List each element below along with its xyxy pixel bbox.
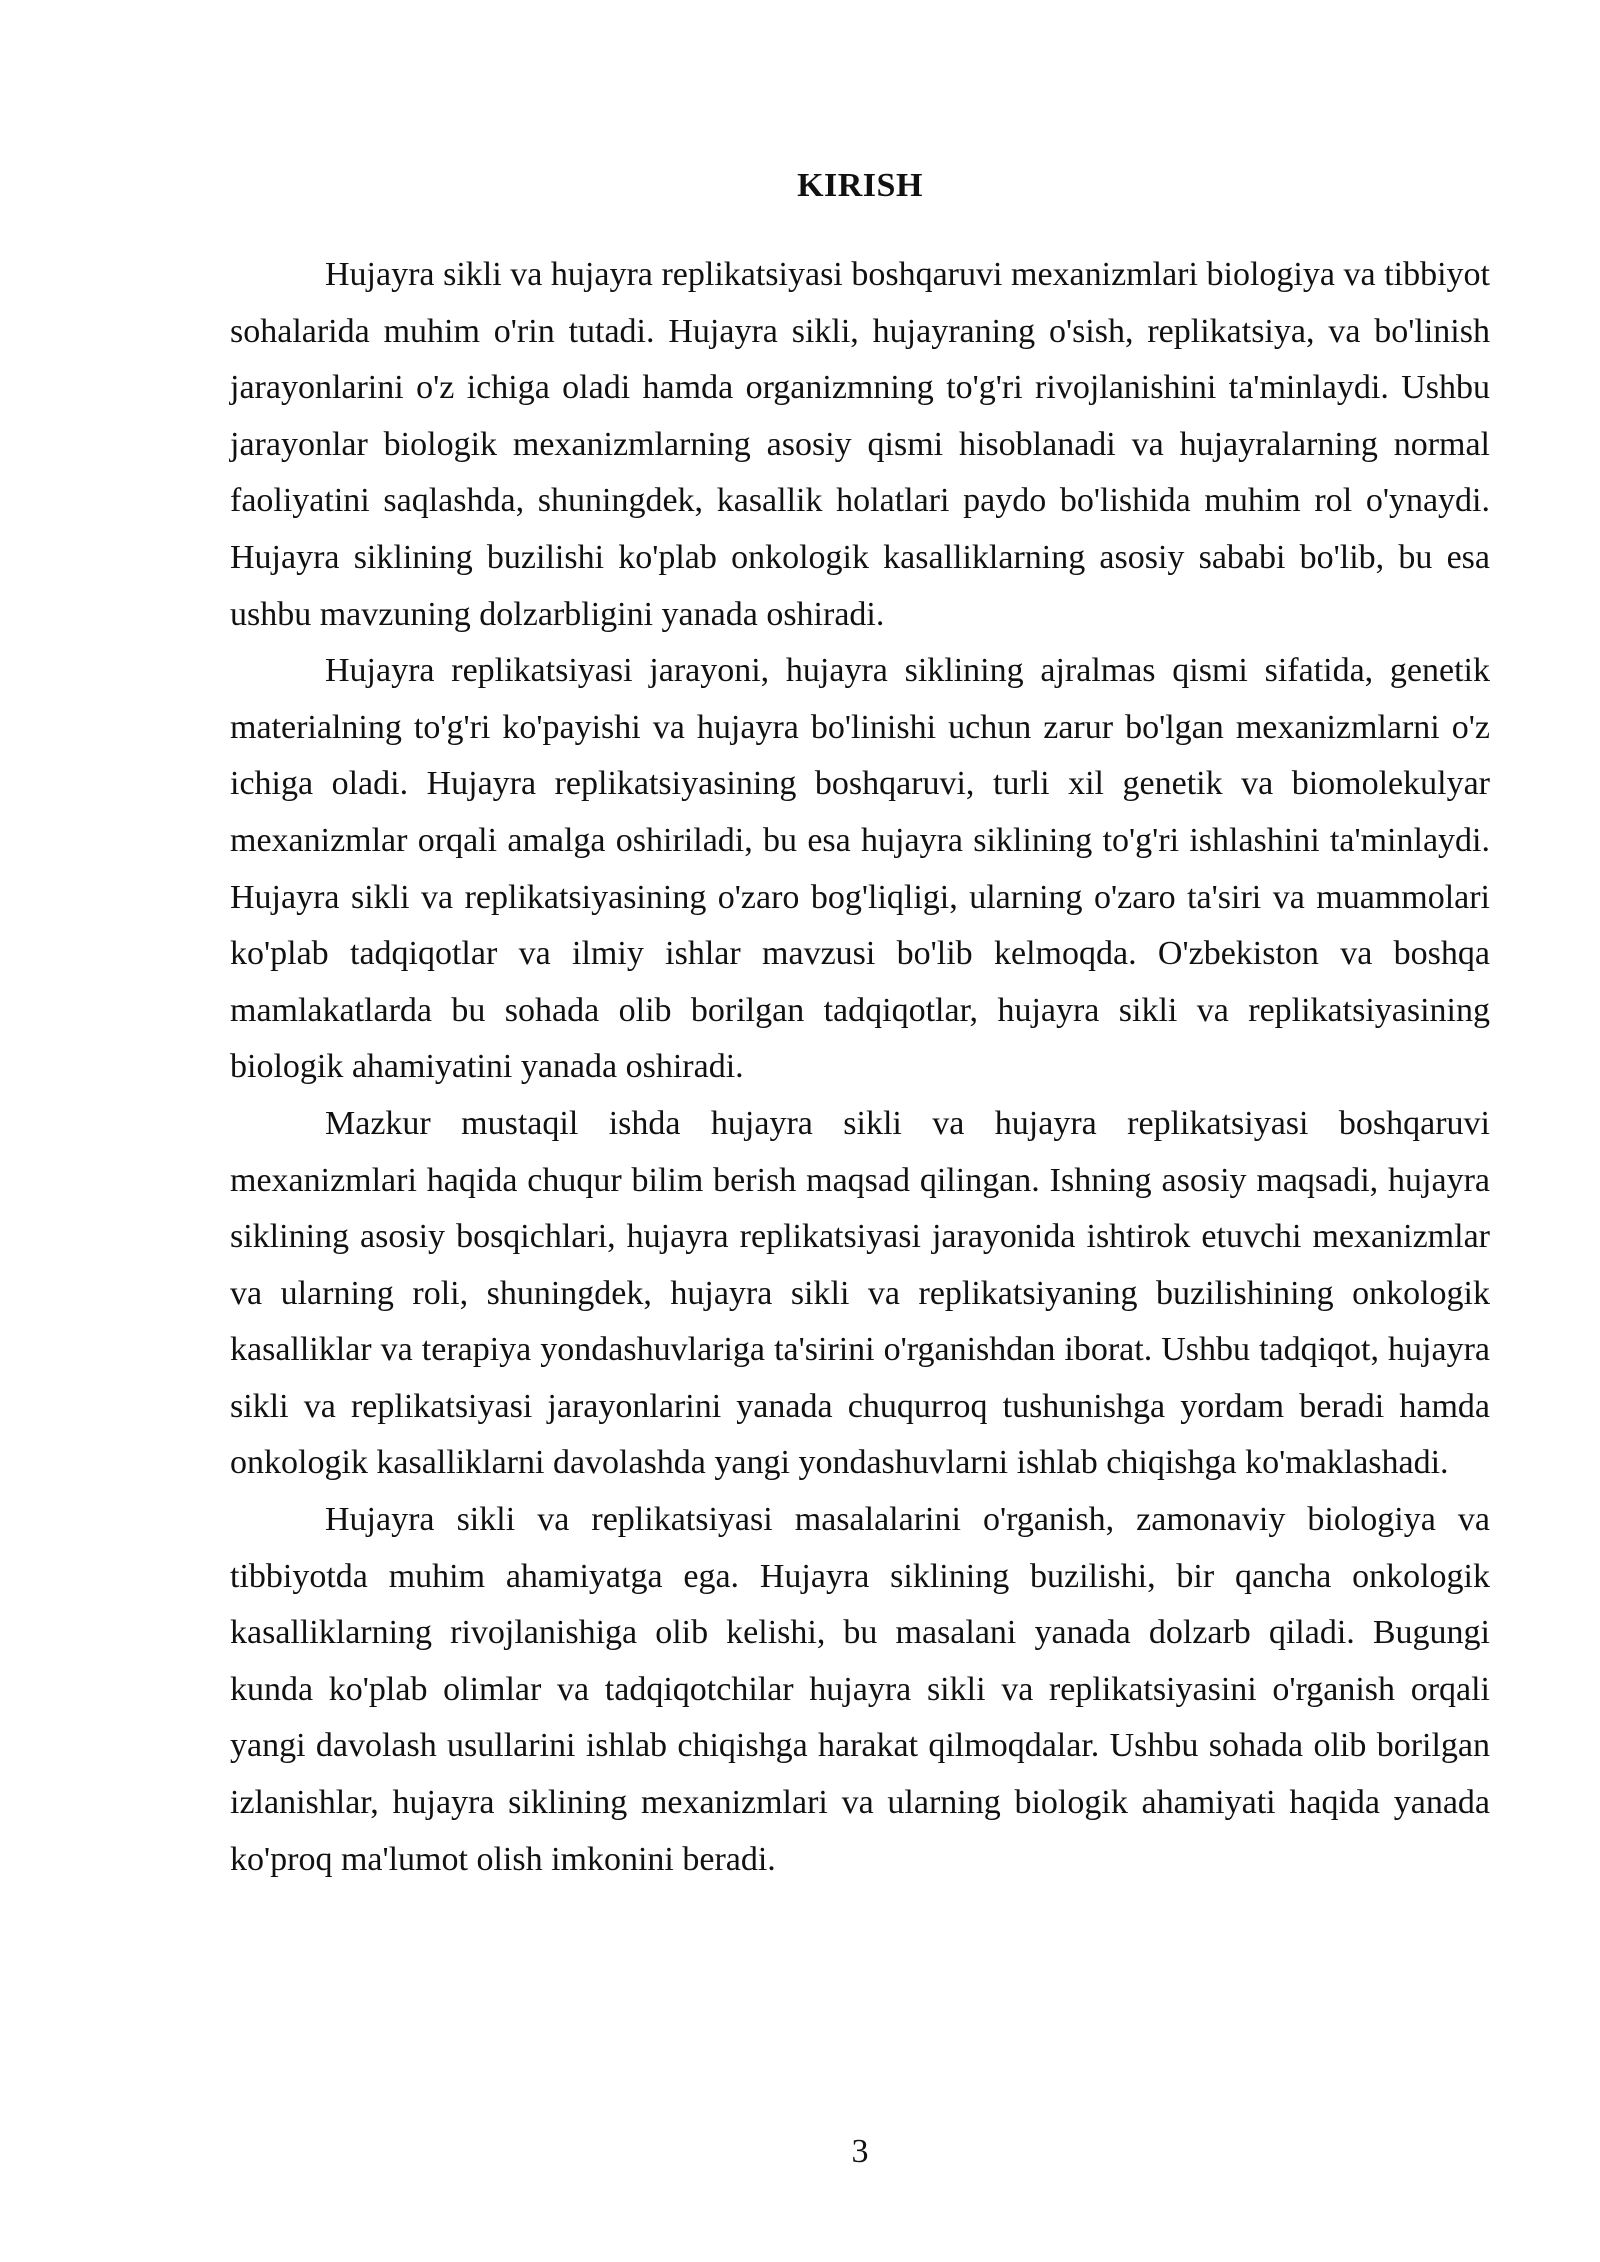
body-text [230,247,1490,1888]
paragraph-1: Hujayra sikli va hujayra replikatsiyasi boshqaruvi mexanizmlari biologiya va tibbiyot sohalarida muhim o'rin tutadi. Hujayra sikli, hujayraning o'sish, replikatsiya, va bo'linish jarayonlarini o'z ichiga oladi hamda organizmning to'g'ri rivojlanishini ta'minlaydi. Ushbu jarayonlar biologik mexanizmlarning asosiy qismi hisoblanadi va hujayralarning normal faoliyatini saqlashda, shuningdek, kasallik holatlari paydo bo'lishida muhim rol o'ynaydi. Hujayra siklining buzilishi ko'plab onkologik kasalliklarning asosiy sababi bo'lib, bu esa ushbu mavzuning dolzarbligini yanada oshiradi. [230,256,1490,633]
paragraph-4: Hujayra sikli va replikatsiyasi masalalarini o'rganish, zamonaviy biologiya va tibbiyotda muhim ahamiyatga ega. Hujayra siklining buzilishi, bir qancha onkologik kasalliklarning rivojlanishiga olib kelishi, bu masalani yanada dolzarb qiladi. Bugungi kunda ko'plab olimlar va tadqiqotchilar hujayra sikli va replikatsiyasini o'rganish orqali yangi davolash usullarini ishlab chiqishga harakat qilmoqdalar. Ushbu sohada olib borilgan izlanishlar, hujayra siklining mexanizmlari va ularning biologik ahamiyati haqida yanada ko'proq ma'lumot olish imkonini beradi. [230,1501,1490,1878]
paragraph-3: Mazkur mustaqil ishda hujayra sikli va hujayra replikatsiyasi boshqaruvi mexanizmlari haqida chuqur bilim berish maqsad qilingan. Ishning asosiy maqsadi, hujayra siklining asosiy bosqichlari, hujayra replikatsiyasi jarayonida ishtirok etuvchi mexanizmlar va ularning roli, shuningdek, hujayra sikli va replikatsiyaning buzilishining onkologik kasalliklar va terapiya yondashuvlariga ta'sirini o'rganishdan iborat. Ushbu tadqiqot, hujayra sikli va replikatsiyasi jarayonlarini yanada chuqurroq tushunishga yordam beradi hamda onkologik kasalliklarni davolashda yangi yondashuvlarni ishlab chiqishga ko'maklashadi. [230,1104,1490,1482]
page-title: KIRISH [797,167,923,204]
paragraph-2: Hujayra replikatsiyasi jarayoni, hujayra siklining ajralmas qismi sifatida, genetik materialning to'g'ri ko'payishi va hujayra bo'linishi uchun zarur bo'lgan mexanizmlarni o'z ichiga oladi. Hujayra replikatsiyasining boshqaruvi, turli xil genetik va biomolekulyar mexanizmlar orqali amalga oshiriladi, bu esa hujayra siklining to'g'ri ishlashini ta'minlaydi. Hujayra sikli va replikatsiyasining o'zaro bog'liqligi, ularning o'zaro ta'siri va muammolari ko'plab tadqiqotlar va ilmiy ishlar mavzusi bo'lib kelmoqda. O'zbekiston va boshqa mamlakatlarda bu sohada olib borilgan tadqiqotlar, hujayra sikli va replikatsiyasining biologik ahamiyatini yanada oshiradi. [230,652,1490,1086]
page-number: 3 [851,2133,869,2170]
